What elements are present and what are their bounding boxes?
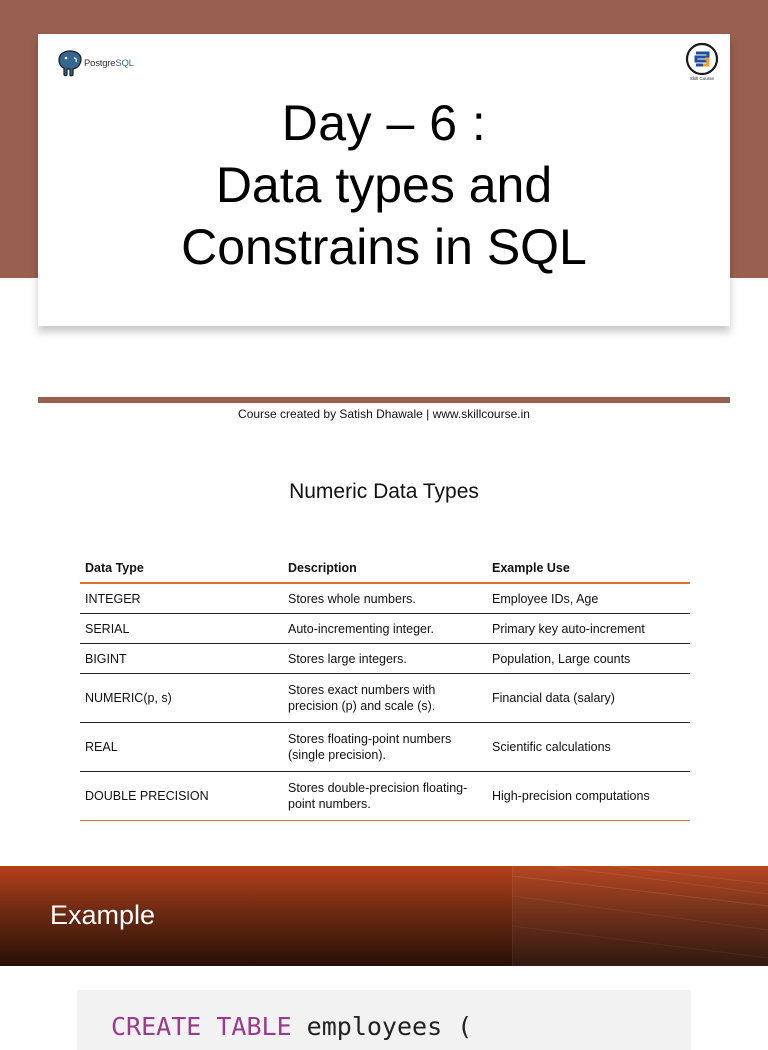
table-row xyxy=(80,583,690,614)
table-cell: High-precision computations xyxy=(487,772,690,821)
table-cell: Population, Large counts xyxy=(487,644,690,674)
banner-stripes xyxy=(512,866,768,966)
title-line-2: Data types and xyxy=(215,157,553,213)
column-header: Example Use xyxy=(487,555,690,583)
postgresql-wordmark: PostgreSQL xyxy=(84,57,134,69)
table-row xyxy=(80,644,690,674)
skill-course-icon xyxy=(685,42,719,76)
title-card xyxy=(38,34,730,326)
section-title: Numeric Data Types xyxy=(289,480,479,503)
example-banner xyxy=(0,866,768,966)
table-cell: Financial data (salary) xyxy=(487,674,690,723)
credit-line: Course created by Satish Dhawale | www.skillcourse.in xyxy=(238,407,530,421)
title-line-1: Day – 6 : xyxy=(281,95,487,151)
table-row xyxy=(80,772,690,821)
code-block xyxy=(77,990,691,1050)
table-row xyxy=(80,614,690,644)
table-cell: DOUBLE PRECISION xyxy=(80,772,283,821)
divider-rule xyxy=(38,397,730,403)
skill-course-wordmark: Skill Course xyxy=(689,76,714,81)
table-row xyxy=(80,674,690,723)
sql-keyword: CREATE TABLE xyxy=(111,1012,292,1041)
table-cell: Employee IDs, Age xyxy=(487,583,690,614)
sql-identifier: employees ( xyxy=(291,1012,473,1041)
table-header-row xyxy=(80,555,690,583)
example-heading: Example xyxy=(50,900,156,930)
skill-course-logo xyxy=(683,42,721,81)
numeric-types-table xyxy=(80,555,690,821)
table-cell: Stores double-precision floating-point numbers. xyxy=(283,772,487,821)
table-cell: Scientific calculations xyxy=(487,723,690,772)
column-header: Data Type xyxy=(80,555,283,583)
table-cell: NUMERIC(p, s) xyxy=(80,674,283,723)
table-cell: BIGINT xyxy=(80,644,283,674)
table-cell: Stores exact numbers with precision (p) and scale (s). xyxy=(283,674,487,723)
postgresql-logo xyxy=(57,49,134,77)
table-cell: Stores whole numbers. xyxy=(283,583,487,614)
elephant-icon xyxy=(57,49,83,77)
table-cell: REAL xyxy=(80,723,283,772)
code-line xyxy=(111,1012,472,1041)
title-line-3: Constrains in SQL xyxy=(181,219,587,275)
table-cell: Stores large integers. xyxy=(283,644,487,674)
table-cell: Primary key auto-increment xyxy=(487,614,690,644)
table-cell: Auto-incrementing integer. xyxy=(283,614,487,644)
table-cell: Stores floating-point numbers (single precision). xyxy=(283,723,487,772)
page-title xyxy=(38,92,730,278)
table-row xyxy=(80,723,690,772)
table-cell: SERIAL xyxy=(80,614,283,644)
column-header: Description xyxy=(283,555,487,583)
table-cell: INTEGER xyxy=(80,583,283,614)
